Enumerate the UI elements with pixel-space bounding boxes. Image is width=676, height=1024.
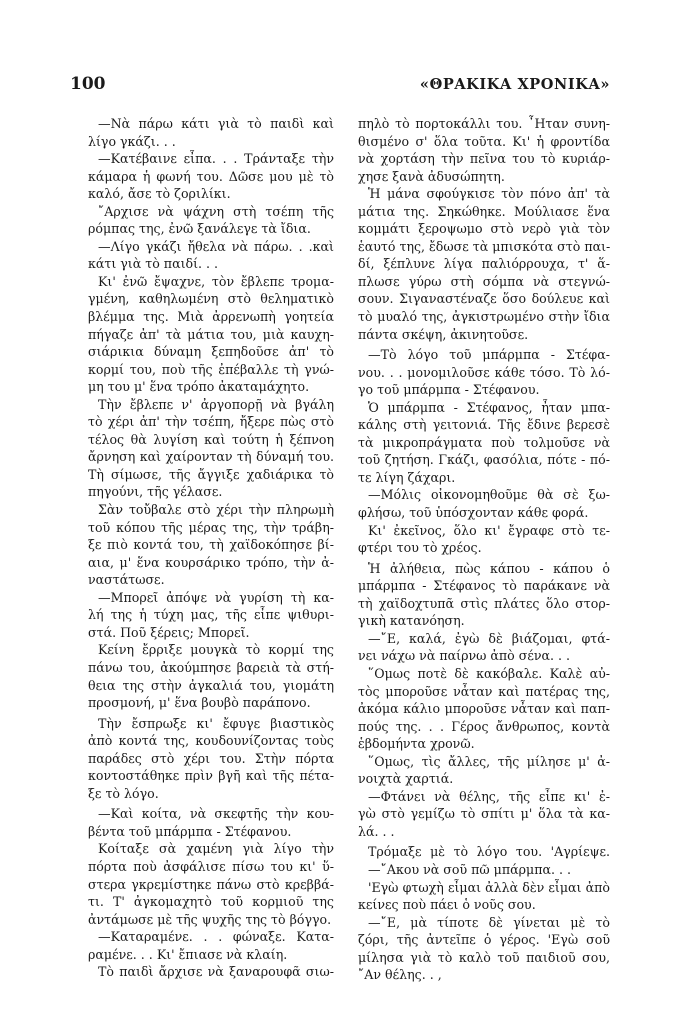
text-line: νου. . . μονομιλοῦσε κάθε τόσο. Τὸ λό-	[358, 364, 610, 380]
text-line: τὸ χέρι ἀπ' τὴν τσέπη, ἤξερε πὼς στὸ	[88, 414, 334, 430]
text-line: τέλος θὰ λυγίση καὶ τούτη ἡ ξέπνοη	[88, 431, 334, 447]
text-line: νὰ χορτάση τὴν πεῖνα του τὸ κυριάρ-	[358, 151, 610, 167]
text-line: δί, ξέπλυνε λίγα παλιόρρουχα, τ' ἅ-	[358, 256, 610, 272]
text-line: νοιχτὰ χαρτιά.	[358, 771, 454, 787]
text-line: κείνες ποὺ πάει ὁ νοῦς σου.	[358, 897, 536, 913]
text-line: σουν. Σιγαναστέναζε ὅσο δούλευε καὶ	[358, 291, 610, 307]
text-line: Σὰν τοὔβαλε στὸ χέρι τὴν πληρωμὴ	[98, 502, 334, 518]
text-line: ῎Αρχισε νὰ ψάχνη στὴ τσέπη τῆς	[98, 203, 334, 219]
text-line: σιάρικια δύναμη ξεπηδοῦσε ἀπ' τὸ	[88, 344, 334, 360]
text-line: Κι' ἐκεῖνος, ὅλο κι' ἔγραφε στὸ τε-	[368, 522, 610, 538]
text-line: —Κατέβαινε εἶπα. . . Τράνταξε τὴν	[98, 151, 334, 167]
text-line: ἄρνηση καὶ χαίρονταν τὴ δύναμή του.	[88, 449, 334, 465]
text-line: νει νάχω νὰ παίρνω ἀπὸ σένα. . .	[358, 648, 571, 664]
text-line: ῞Ομως, τὶς ἄλλες, τῆς μίλησε μ' ἀ-	[368, 753, 610, 769]
text-line: ναστάτωσε.	[88, 572, 165, 588]
text-line: κορμί του, ποὺ τῆς ἐπέβαλλε τὴ γνώ-	[88, 361, 334, 377]
text-line: φτέρι του τὸ χρέος.	[358, 540, 482, 556]
text-line: —Καὶ κοίτα, νὰ σκεφτῆς τὴν κου-	[98, 806, 334, 822]
text-line: τὸ μυαλό της, ἀγκιστρωμένο στὴν ἴδια	[358, 309, 610, 325]
text-line: λίγο γκάζι. . .	[88, 133, 176, 149]
text-line: τὸς μποροῦσε νἆταν καὶ πατέρας της,	[358, 683, 610, 699]
text-line: ξε πιὸ κοντά του, τὴ χαϊδοκόπησε βί-	[88, 537, 334, 553]
text-line: λή της ἡ τύχη μας, τῆς εἶπε ψιθυρι-	[88, 607, 334, 623]
text-line: βέντα τοῦ μπάρμπα - Στέφανου.	[88, 823, 292, 839]
text-line: —῎Ε, μὰ τίποτε δὲ γίνεται μὲ τὸ	[368, 914, 610, 930]
text-line: πούς της. . . Γέρος ἄνθρωπος, κοντὰ	[358, 718, 610, 734]
text-line: —῎Ακου νὰ σοῦ πῶ μπάρμπα. . .	[368, 861, 572, 877]
text-line: Ἡ ἀλήθεια, πὼς κάπου - κάπου ὁ	[368, 560, 610, 576]
text-line: —Μπορεῖ ἀπόψε νὰ γυρίση τὴ κα-	[98, 589, 334, 605]
page-number: 100	[70, 74, 106, 94]
text-line: θεια της στὴν ἀγκαλιά του, γιομάτη	[88, 677, 334, 693]
text-line: γο τοῦ μπάρμπα - Στέφανου.	[358, 382, 540, 398]
text-line: πήγαζε ἀπ' τὰ μάτια του, μιὰ καυχη-	[88, 326, 334, 342]
text-line: —Λίγο γκάζι ἤθελα νὰ πάρω. . .καὶ	[98, 238, 334, 254]
text-line: μάτια της. Σηκώθηκε. Μούλιασε ἕνα	[358, 203, 610, 219]
right-column	[358, 115, 610, 984]
text-line: παράδες στὸ χέρι του. Στὴν πόρτα	[88, 750, 334, 766]
running-head: «ΘΡΑΚΙΚΑ ΧΡΟΝΙΚΑ»	[419, 76, 610, 93]
text-line: ξε τὸ λόγο.	[88, 785, 159, 801]
text-line: κοντοστάθηκε πρὶν βγῆ καὶ τῆς πέτα-	[88, 768, 334, 784]
text-line: καλό, ἄσε τὸ ζοριλίκι.	[88, 186, 231, 202]
text-line: —Τὸ λόγο τοῦ μπάρμπα - Στέφα-	[368, 347, 610, 363]
text-line: πλωσε γύρω στὴ σόμπα νὰ στεγνώ-	[358, 273, 610, 289]
text-line: Τὴν ἔσπρωξε κι' ἔφυγε βιαστικὸς	[98, 715, 334, 731]
text-line: Τὴν ἔβλεπε ν' ἀργοπορῇ νὰ βγάλη	[98, 396, 334, 412]
text-line: λά. . .	[358, 823, 395, 839]
text-line: μπάρμπα - Στέφανος τὸ παράκανε νὰ	[358, 578, 610, 594]
text-line: Ἡ μάνα σφούγκισε τὸν πόνο ἀπ' τὰ	[368, 186, 610, 202]
text-line: προσμονή, μ' ἕνα βουβὸ παράπονο.	[88, 695, 311, 711]
text-line: γμένη, καθηλωμένη στὸ θεληματικὸ	[88, 291, 334, 307]
text-line: ραμένε. . . Κι' ἔπιασε νὰ κλαίη.	[88, 946, 288, 962]
text-line: Τρόμαξε μὲ τὸ λόγο του. 'Αγρίεψε.	[368, 844, 610, 860]
text-line: Κι' ἐνῶ ἔψαχνε, τὸν ἔβλεπε τρομα-	[98, 273, 334, 289]
text-line: ἀντάμωσε μὲ τῆς ψυχῆς της τὸ βόγγο.	[88, 911, 332, 927]
text-line: ρόμπας της, ἐνῶ ξανάλεγε τὰ ἴδια.	[88, 221, 311, 237]
text-line: πηγούνι, τῆς γέλασε.	[88, 484, 223, 500]
text-line: πηλὸ τὸ πορτοκάλλι του. ῏Ηταν συνη-	[358, 116, 610, 131]
text-line: Τὴ σίμωσε, τῆς ἄγγιξε χαδιάρικα τὸ	[88, 466, 334, 482]
text-line: πόρτα ποὺ ἀσφάλισε πίσω του κι' ὕ-	[88, 858, 334, 874]
text-line: αια, μ' ἕνα κουρσάρικο τρόπο, τὴν ἀ-	[88, 554, 334, 570]
text-line: Κοίταξε σὰ χαμένη γιὰ λίγο τὴν	[98, 841, 334, 857]
text-line: ἀπὸ κοντά της, κουδουνίζοντας τοὺς	[88, 733, 334, 749]
text-line: κάλης στὴ γειτονιά. Τῆς ἔδινε βερεσὲ	[358, 417, 610, 433]
text-line: τι. Τ' ἀγκομαχητὸ τοῦ κορμιοῦ της	[88, 894, 334, 910]
text-line: —Καταραμένε. . . φώναξε. Κατα-	[98, 929, 334, 945]
text-line: στά. Ποῦ ξέρεις; Μπορεῖ.	[88, 624, 250, 640]
text-line: χησε ξανὰ ἀδυσώπητη.	[358, 168, 505, 184]
text-line: κομμάτι ξεροψωμο στὸ νερὸ γιὰ τὸν	[358, 221, 610, 237]
text-line: πάνω του, ἀκούμπησε βαρειὰ τὰ στή-	[88, 659, 334, 675]
text-line: ῞Ομως ποτὲ δὲ κακόβαλε. Καλὲ αὐ-	[368, 665, 610, 681]
text-line: ἑαυτό της, ἔδωσε τὰ μπισκότα στὸ παι-	[358, 238, 610, 254]
text-line: 'Εγὼ φτωχὴ εἶμαι ἀλλὰ δὲν εἶμαι ἀπὸ	[368, 879, 610, 895]
text-line: ζόρι, τῆς ἀντεῖπε ὁ γέρος. 'Εγὼ σοῦ	[358, 932, 610, 948]
text-line: γικὴ κατανόηση.	[358, 613, 465, 629]
text-line: ἀκόμα κάλιο μποροῦσε νἆταν καὶ παπ-	[358, 701, 610, 717]
text-line: γὼ στὸ γεμίζω τὸ σπίτι μ' ὅλα τὰ κα-	[358, 806, 610, 822]
text-line: τοῦ ζητήση. Γκάζι, φασόλια, πότε - πό-	[358, 452, 610, 468]
text-line: φλήσω, τοῦ ὑπόσχονταν κάθε φορά.	[358, 505, 589, 521]
left-column	[88, 115, 334, 981]
text-line: τὴ χαϊδοχτυπᾶ στὶς πλάτες ὅλο στορ-	[358, 595, 610, 611]
text-line: Ὁ μπάρμπα - Στέφανος, ἦταν μπα-	[368, 399, 610, 415]
text-line: κάμαρα ἡ φωνή του. Δῶσε μου μὲ τὸ	[88, 168, 334, 184]
text-line: μη του μ' ἕνα τρόπο ἀκαταμάχητο.	[88, 379, 310, 395]
text-line: βλέμμα της. Μιὰ ἀρρενωπὴ γοητεία	[88, 309, 334, 325]
text-line: —Μόλις οἰκονομηθοῦμε θὰ σὲ ξω-	[368, 487, 610, 503]
text-line: πάντα σκέψη, ἀκινητοῦσε.	[358, 326, 529, 342]
text-line: ἑβδομήντα χρονῶ.	[358, 736, 475, 752]
text-line: τε λίγη ζάχαρι.	[358, 469, 456, 485]
page-header	[70, 72, 610, 98]
text-line: στερα γκρεμίστηκε πάνω στὸ κρεββά-	[88, 876, 334, 892]
text-line: θισμένο σ' ὅλα τοῦτα. Κι' ἡ φροντίδα	[358, 133, 610, 149]
text-line: —῎Ε, καλά, ἐγὼ δὲ βιάζομαι, φτά-	[368, 630, 610, 646]
text-line: κάτι γιὰ τὸ παιδί. . .	[88, 256, 219, 272]
text-line: τοῦ κόπου τῆς μέρας της, τὴν τράβη-	[88, 519, 334, 535]
text-line: τὰ μικροπράγματα ποὺ τολμοῦσε νὰ	[358, 434, 610, 450]
text-line: Τὸ παιδὶ ἄρχισε νὰ ξαναρουφᾶ σιω-	[98, 964, 334, 980]
text-line: Κείνη ἔρριξε μουγκὰ τὸ κορμί της	[98, 642, 334, 658]
text-line: μίλησα γιὰ τὸ καλὸ τοῦ παιδιοῦ σου,	[358, 949, 610, 965]
text-line: —Φτάνει νὰ θέλης, τῆς εἶπε κι' ἐ-	[368, 788, 610, 804]
text-line: ῎Αν θέλης. . ,	[358, 967, 442, 983]
text-line: —Νὰ πάρω κάτι γιὰ τὸ παιδὶ καὶ	[98, 116, 334, 131]
